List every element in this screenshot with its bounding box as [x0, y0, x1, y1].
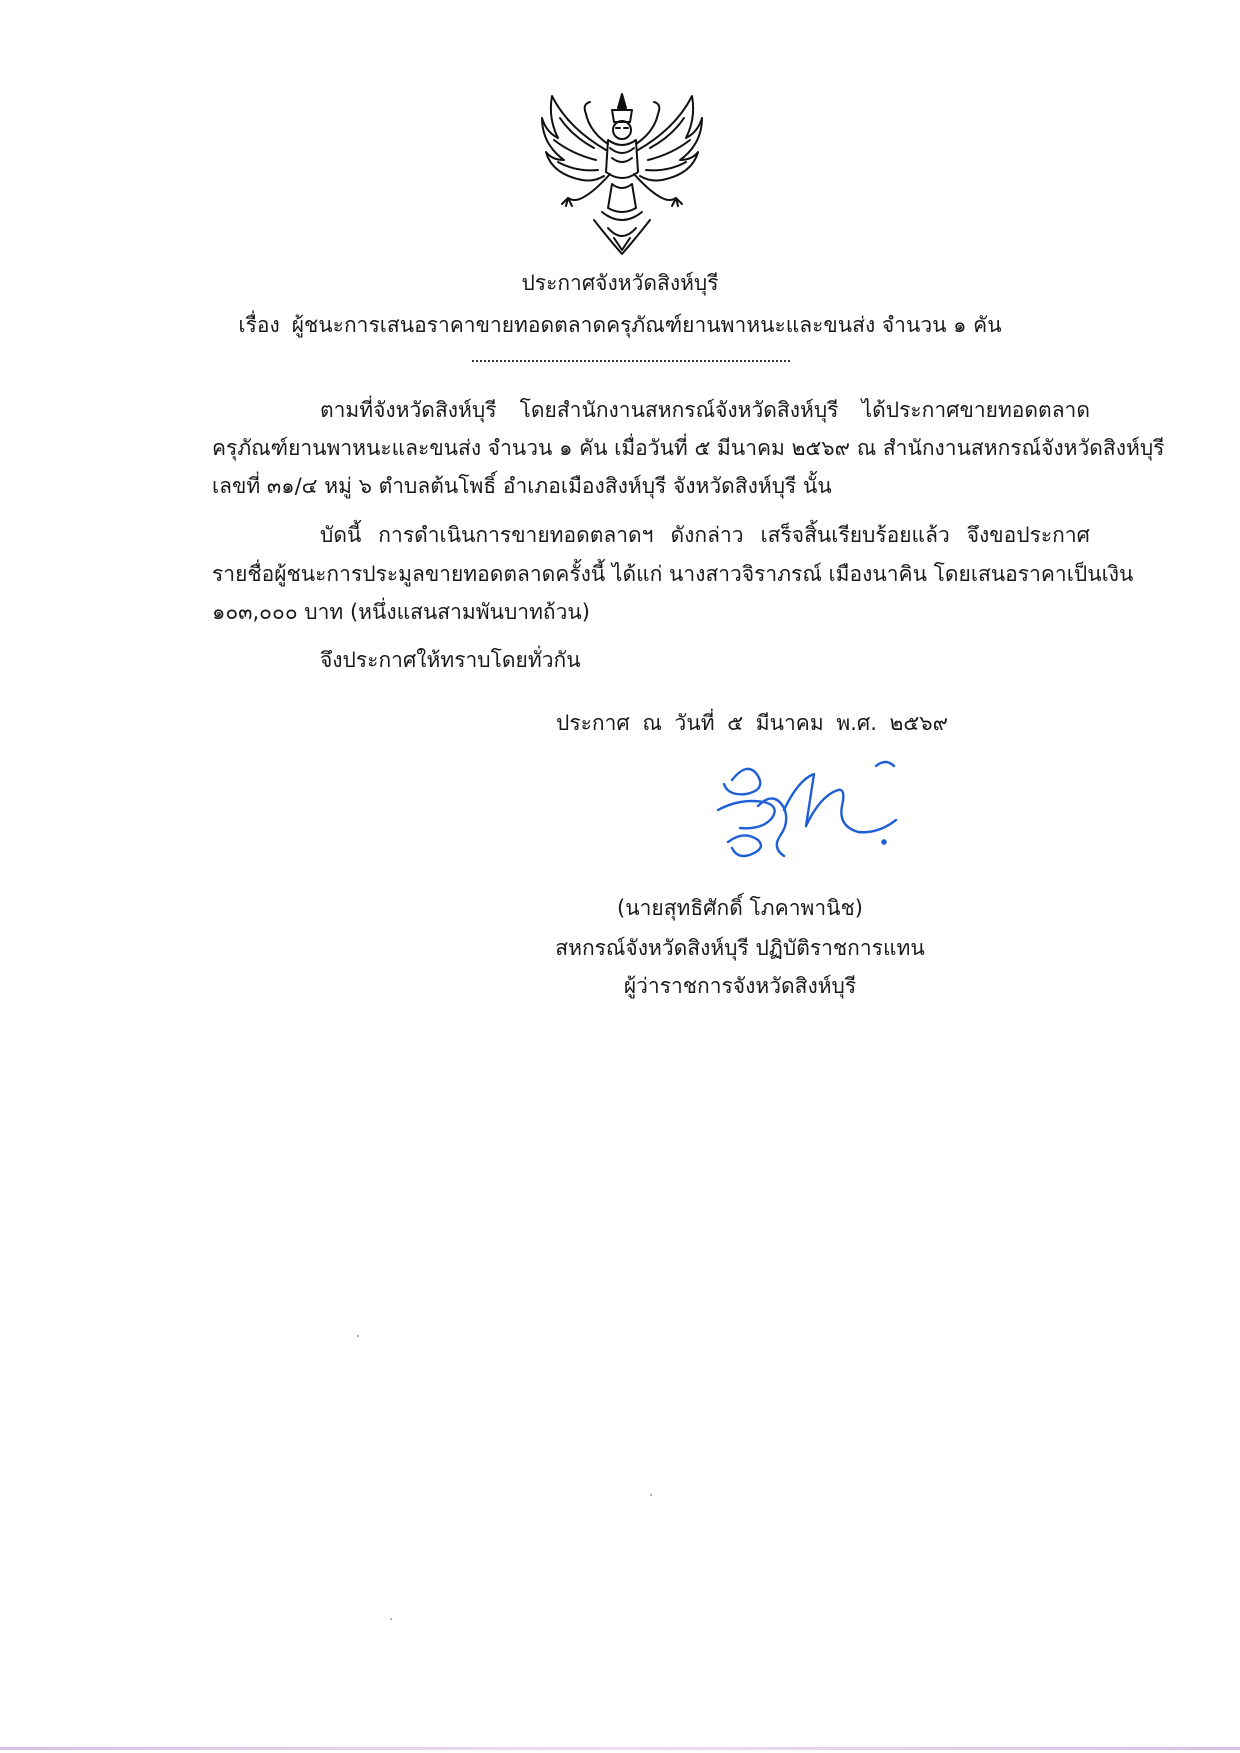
- paragraph-2-line-2: รายชื่อผู้ชนะการประมูลขายทอดตลาดครั้งนี้ ได้แก่ นางสาวจิราภรณ์ เมืองนาคิน โดยเสนอราคาเป็นเงิน: [212, 562, 1134, 586]
- paragraph-1-line-2: ครุภัณฑ์ยานพาหนะและขนส่ง จำนวน ๑ คัน เมื่อวันที่ ๕ มีนาคม ๒๕๖๙ ณ สำนักงานสหกรณ์จังหวัดสิงห์บุรี: [212, 436, 1165, 460]
- signatory-name: (นายสุทธิศักดิ์ โภคาพานิช): [617, 896, 863, 920]
- paragraph-2-line-1: บัดนี้ การดำเนินการขายทอดตลาดฯ ดังกล่าว เสร็จสิ้นเรียบร้อยแล้ว จึงขอประกาศ: [320, 523, 1090, 547]
- scan-edge-line: [0, 1747, 1240, 1750]
- paragraph-2-line-3: ๑๐๓,๐๐๐ บาท (หนึ่งแสนสามพันบาทถ้วน): [212, 600, 590, 624]
- title-divider: [472, 360, 790, 362]
- scan-speck: [357, 1335, 359, 1337]
- paragraph-3-line-1: จึงประกาศให้ทราบโดยทั่วกัน: [320, 648, 581, 672]
- announcement-date: ประกาศ ณ วันที่ ๕ มีนาคม พ.ศ. ๒๕๖๙: [556, 711, 948, 735]
- paragraph-1-line-3: เลขที่ ๓๑/๔ หมู่ ๖ ตำบลต้นโพธิ์ อำเภอเมืองสิงห์บุรี จังหวัดสิงห์บุรี นั้น: [212, 474, 832, 498]
- scan-speck: [650, 1494, 652, 1496]
- announcement-title: ประกาศจังหวัดสิงห์บุรี: [521, 271, 719, 295]
- announcement-subject: [0, 310, 1240, 340]
- signatory-position: สหกรณ์จังหวัดสิงห์บุรี ปฏิบัติราชการแทน: [555, 936, 925, 960]
- garuda-emblem-icon: [538, 88, 706, 258]
- signatory-acting-for: ผู้ว่าราชการจังหวัดสิงห์บุรี: [623, 974, 857, 998]
- paragraph-1-line-1: ตามที่จังหวัดสิงห์บุรี โดยสำนักงานสหกรณ์จังหวัดสิงห์บุรี ได้ประกาศขายทอดตลาด: [320, 398, 1090, 422]
- scan-speck: [390, 1618, 392, 1620]
- subject-text: ผู้ชนะการเสนอราคาขายทอดตลาดครุภัณฑ์ยานพาหนะและขนส่ง จำนวน ๑ คัน: [291, 313, 1002, 337]
- subject-label: เรื่อง: [238, 313, 280, 337]
- handwritten-signature: [688, 750, 908, 880]
